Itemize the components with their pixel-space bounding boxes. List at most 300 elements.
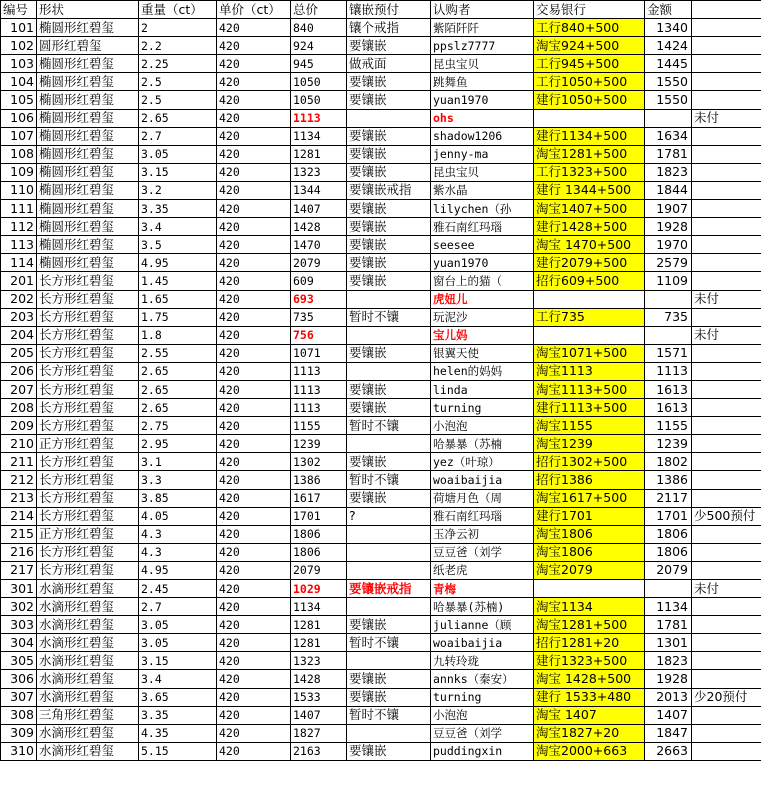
cell-amount: 2117 [645, 489, 692, 507]
cell-mount [347, 652, 431, 670]
cell-total: 1407 [291, 706, 347, 724]
cell-total: 1071 [291, 344, 347, 362]
cell-total: 1113 [291, 399, 347, 417]
cell-buyer: 九转玲珑 [431, 652, 534, 670]
cell-amount: 1134 [645, 598, 692, 616]
cell-bank: 招行1386 [534, 471, 645, 489]
table-row [1, 634, 761, 652]
table-row [1, 272, 761, 290]
cell-weight: 2.65 [139, 109, 217, 127]
cell-shape: 长方形红碧玺 [37, 417, 139, 435]
cell-shape: 长方形红碧玺 [37, 543, 139, 561]
cell-buyer: julianne（顾 [431, 616, 534, 634]
cell-bank: 淘宝924+500 [534, 37, 645, 55]
cell-id: 202 [1, 290, 37, 308]
cell-weight: 2 [139, 19, 217, 37]
cell-weight: 1.8 [139, 326, 217, 344]
cell-shape: 水滴形红碧玺 [37, 724, 139, 742]
table-row [1, 55, 761, 73]
cell-price: 420 [217, 362, 291, 380]
cell-buyer: 荷塘月色（周 [431, 489, 534, 507]
cell-price: 420 [217, 598, 291, 616]
cell-buyer: turning [431, 688, 534, 706]
table-row [1, 163, 761, 181]
cell-price: 420 [217, 435, 291, 453]
cell-id: 215 [1, 525, 37, 543]
cell-total: 840 [291, 19, 347, 37]
cell-id: 207 [1, 380, 37, 398]
cell-amount: 1386 [645, 471, 692, 489]
cell-price: 420 [217, 724, 291, 742]
cell-price: 420 [217, 652, 291, 670]
cell-weight: 1.45 [139, 272, 217, 290]
header-cell-buyer: 认购者 [431, 1, 534, 19]
cell-note: 未付 [692, 580, 761, 598]
cell-buyer: 玩泥沙 [431, 308, 534, 326]
cell-id: 217 [1, 561, 37, 579]
cell-mount: 要镶嵌 [347, 399, 431, 417]
cell-buyer: 玉净云初 [431, 525, 534, 543]
cell-mount: 暂时不镶 [347, 706, 431, 724]
cell-bank: 招行609+500 [534, 272, 645, 290]
cell-total: 1827 [291, 724, 347, 742]
cell-bank: 淘宝1134 [534, 598, 645, 616]
header-cell-weight: 重量（ct） [139, 1, 217, 19]
cell-buyer: 小泡泡 [431, 706, 534, 724]
cell-total: 609 [291, 272, 347, 290]
cell-bank: 淘宝2000+663 [534, 742, 645, 760]
cell-total: 693 [291, 290, 347, 308]
cell-total: 945 [291, 55, 347, 73]
cell-weight: 3.3 [139, 471, 217, 489]
cell-price: 420 [217, 561, 291, 579]
cell-note [692, 73, 761, 91]
cell-price: 420 [217, 254, 291, 272]
cell-amount: 1823 [645, 652, 692, 670]
cell-shape: 椭圆形红碧玺 [37, 91, 139, 109]
cell-id: 111 [1, 200, 37, 218]
table-row [1, 19, 761, 37]
cell-total: 1344 [291, 181, 347, 199]
cell-id: 212 [1, 471, 37, 489]
cell-mount: 要镶嵌戒指 [347, 181, 431, 199]
cell-weight: 2.7 [139, 127, 217, 145]
cell-shape: 椭圆形红碧玺 [37, 200, 139, 218]
table-row [1, 525, 761, 543]
table-row [1, 580, 761, 598]
cell-price: 420 [217, 236, 291, 254]
header-cell-mount: 镶嵌预付 [347, 1, 431, 19]
cell-amount: 1928 [645, 670, 692, 688]
header-cell-price: 单价（ct） [217, 1, 291, 19]
table-row [1, 724, 761, 742]
cell-shape: 椭圆形红碧玺 [37, 254, 139, 272]
cell-shape: 水滴形红碧玺 [37, 580, 139, 598]
cell-weight: 4.35 [139, 724, 217, 742]
cell-buyer: linda [431, 380, 534, 398]
cell-total: 756 [291, 326, 347, 344]
cell-amount: 2663 [645, 742, 692, 760]
cell-buyer: 小泡泡 [431, 417, 534, 435]
cell-weight: 3.05 [139, 634, 217, 652]
cell-amount [645, 290, 692, 308]
cell-shape: 椭圆形红碧玺 [37, 145, 139, 163]
cell-total: 1134 [291, 127, 347, 145]
cell-mount: 要镶嵌 [347, 616, 431, 634]
cell-mount: 要镶嵌 [347, 236, 431, 254]
cell-id: 302 [1, 598, 37, 616]
cell-price: 420 [217, 272, 291, 290]
cell-id: 108 [1, 145, 37, 163]
cell-bank: 工行1323+500 [534, 163, 645, 181]
cell-total: 2079 [291, 254, 347, 272]
cell-id: 101 [1, 19, 37, 37]
cell-note [692, 399, 761, 417]
cell-buyer: turning [431, 399, 534, 417]
cell-total: 735 [291, 308, 347, 326]
cell-weight: 2.5 [139, 73, 217, 91]
cell-mount: 要镶嵌 [347, 688, 431, 706]
cell-shape: 长方形红碧玺 [37, 561, 139, 579]
cell-price: 420 [217, 417, 291, 435]
cell-bank: 淘宝2079 [534, 561, 645, 579]
cell-weight: 3.65 [139, 688, 217, 706]
cell-buyer: 哈暴暴(苏楠) [431, 598, 534, 616]
cell-id: 114 [1, 254, 37, 272]
cell-mount: 要镶嵌 [347, 272, 431, 290]
cell-weight: 4.3 [139, 543, 217, 561]
cell-price: 420 [217, 634, 291, 652]
cell-buyer: 雅石南红玛瑙 [431, 218, 534, 236]
cell-shape: 长方形红碧玺 [37, 290, 139, 308]
cell-price: 420 [217, 37, 291, 55]
cell-id: 214 [1, 507, 37, 525]
cell-bank: 淘宝1281+500 [534, 616, 645, 634]
cell-amount: 1802 [645, 453, 692, 471]
cell-amount: 1701 [645, 507, 692, 525]
table-row [1, 37, 761, 55]
cell-buyer: jenny-ma [431, 145, 534, 163]
cell-amount: 1907 [645, 200, 692, 218]
cell-amount: 1806 [645, 543, 692, 561]
header-cell-shape: 形状 [37, 1, 139, 19]
cell-mount: 要镶嵌 [347, 380, 431, 398]
cell-weight: 3.5 [139, 236, 217, 254]
cell-total: 1428 [291, 670, 347, 688]
cell-bank: 招行1281+20 [534, 634, 645, 652]
cell-note [692, 453, 761, 471]
cell-bank [534, 290, 645, 308]
cell-buyer: yuan1970 [431, 254, 534, 272]
cell-mount: 要镶嵌 [347, 145, 431, 163]
cell-price: 420 [217, 742, 291, 760]
cell-note: 未付 [692, 326, 761, 344]
cell-buyer: 雅石南红玛瑙 [431, 507, 534, 525]
table-row [1, 598, 761, 616]
cell-amount: 2013 [645, 688, 692, 706]
cell-note [692, 616, 761, 634]
cell-bank: 淘宝1827+20 [534, 724, 645, 742]
cell-total: 1134 [291, 598, 347, 616]
cell-mount: 要镶嵌 [347, 254, 431, 272]
cell-total: 1029 [291, 580, 347, 598]
cell-bank: 建行2079+500 [534, 254, 645, 272]
table-row [1, 290, 761, 308]
cell-note [692, 435, 761, 453]
cell-note [692, 634, 761, 652]
cell-weight: 2.55 [139, 344, 217, 362]
cell-amount: 1301 [645, 634, 692, 652]
cell-mount [347, 561, 431, 579]
cell-buyer: ppslz7777 [431, 37, 534, 55]
cell-note [692, 200, 761, 218]
cell-shape: 长方形红碧玺 [37, 399, 139, 417]
cell-price: 420 [217, 471, 291, 489]
cell-id: 203 [1, 308, 37, 326]
cell-note [692, 742, 761, 760]
cell-buyer: yez（叶琼） [431, 453, 534, 471]
cell-id: 106 [1, 109, 37, 127]
cell-price: 420 [217, 218, 291, 236]
cell-weight: 3.35 [139, 200, 217, 218]
cell-amount: 1844 [645, 181, 692, 199]
table-row [1, 507, 761, 525]
table-row [1, 399, 761, 417]
cell-bank: 淘宝 1407 [534, 706, 645, 724]
cell-buyer: shadow1206 [431, 127, 534, 145]
table-row [1, 109, 761, 127]
cell-shape: 椭圆形红碧玺 [37, 55, 139, 73]
cell-amount: 2579 [645, 254, 692, 272]
cell-note [692, 525, 761, 543]
cell-weight: 3.1 [139, 453, 217, 471]
cell-id: 216 [1, 543, 37, 561]
cell-bank: 建行1428+500 [534, 218, 645, 236]
cell-amount: 1155 [645, 417, 692, 435]
header-cell-bank: 交易银行 [534, 1, 645, 19]
cell-price: 420 [217, 127, 291, 145]
cell-bank: 招行1302+500 [534, 453, 645, 471]
cell-weight: 2.7 [139, 598, 217, 616]
cell-total: 1050 [291, 73, 347, 91]
cell-shape: 长方形红碧玺 [37, 362, 139, 380]
cell-amount: 1445 [645, 55, 692, 73]
cell-buyer: 青梅 [431, 580, 534, 598]
cell-bank: 淘宝1806 [534, 525, 645, 543]
cell-amount: 1781 [645, 616, 692, 634]
cell-weight: 2.5 [139, 91, 217, 109]
cell-id: 213 [1, 489, 37, 507]
cell-mount: 要镶嵌戒指 [347, 580, 431, 598]
cell-mount: 要镶嵌 [347, 127, 431, 145]
cell-id: 304 [1, 634, 37, 652]
cell-shape: 水滴形红碧玺 [37, 670, 139, 688]
cell-mount [347, 435, 431, 453]
table-row [1, 616, 761, 634]
cell-id: 306 [1, 670, 37, 688]
cell-note [692, 218, 761, 236]
cell-id: 201 [1, 272, 37, 290]
cell-mount: 要镶嵌 [347, 218, 431, 236]
cell-shape: 椭圆形红碧玺 [37, 163, 139, 181]
cell-buyer: 虎妞儿 [431, 290, 534, 308]
cell-shape: 长方形红碧玺 [37, 344, 139, 362]
cell-price: 420 [217, 706, 291, 724]
cell-price: 420 [217, 55, 291, 73]
cell-id: 309 [1, 724, 37, 742]
cell-buyer: 昆虫宝贝 [431, 55, 534, 73]
cell-price: 420 [217, 580, 291, 598]
cell-shape: 椭圆形红碧玺 [37, 218, 139, 236]
cell-shape: 椭圆形红碧玺 [37, 73, 139, 91]
table-row [1, 254, 761, 272]
cell-buyer: lilychen（孙 [431, 200, 534, 218]
cell-price: 420 [217, 181, 291, 199]
cell-buyer: 昆虫宝贝 [431, 163, 534, 181]
cell-total: 2163 [291, 742, 347, 760]
cell-id: 107 [1, 127, 37, 145]
cell-id: 103 [1, 55, 37, 73]
cell-mount: 要镶嵌 [347, 453, 431, 471]
cell-total: 1113 [291, 109, 347, 127]
table-row [1, 200, 761, 218]
cell-price: 420 [217, 616, 291, 634]
cell-mount: 要镶嵌 [347, 742, 431, 760]
cell-mount: 暂时不镶 [347, 308, 431, 326]
cell-weight: 3.35 [139, 706, 217, 724]
cell-note [692, 598, 761, 616]
cell-total: 2079 [291, 561, 347, 579]
cell-total: 1113 [291, 380, 347, 398]
cell-shape: 水滴形红碧玺 [37, 742, 139, 760]
cell-bank: 淘宝1617+500 [534, 489, 645, 507]
cell-shape: 水滴形红碧玺 [37, 688, 139, 706]
cell-buyer: 豆豆爸（刘学 [431, 543, 534, 561]
cell-note [692, 380, 761, 398]
cell-shape: 长方形红碧玺 [37, 272, 139, 290]
cell-bank: 建行 1344+500 [534, 181, 645, 199]
cell-note [692, 652, 761, 670]
table-row [1, 652, 761, 670]
cell-id: 109 [1, 163, 37, 181]
cell-note [692, 362, 761, 380]
cell-bank: 建行1134+500 [534, 127, 645, 145]
cell-amount: 1613 [645, 380, 692, 398]
cell-price: 420 [217, 308, 291, 326]
table-row [1, 91, 761, 109]
cell-shape: 长方形红碧玺 [37, 489, 139, 507]
cell-amount: 1109 [645, 272, 692, 290]
cell-shape: 水滴形红碧玺 [37, 598, 139, 616]
cell-note [692, 489, 761, 507]
cell-weight: 3.05 [139, 616, 217, 634]
cell-weight: 3.4 [139, 670, 217, 688]
cell-price: 420 [217, 399, 291, 417]
cell-bank: 淘宝1155 [534, 417, 645, 435]
cell-note [692, 91, 761, 109]
cell-note [692, 272, 761, 290]
cell-amount: 1340 [645, 19, 692, 37]
cell-shape: 水滴形红碧玺 [37, 616, 139, 634]
cell-total: 1407 [291, 200, 347, 218]
table-row [1, 561, 761, 579]
cell-bank [534, 109, 645, 127]
cell-price: 420 [217, 163, 291, 181]
cell-amount [645, 580, 692, 598]
cell-mount: 要镶嵌 [347, 670, 431, 688]
cell-bank: 淘宝 1470+500 [534, 236, 645, 254]
cell-note [692, 236, 761, 254]
cell-amount: 1550 [645, 91, 692, 109]
cell-price: 420 [217, 344, 291, 362]
cell-total: 1155 [291, 417, 347, 435]
cell-total: 1617 [291, 489, 347, 507]
cell-bank: 淘宝1806 [534, 543, 645, 561]
cell-weight: 1.65 [139, 290, 217, 308]
cell-shape: 长方形红碧玺 [37, 326, 139, 344]
cell-shape: 椭圆形红碧玺 [37, 236, 139, 254]
cell-buyer: puddingxin [431, 742, 534, 760]
cell-weight: 3.85 [139, 489, 217, 507]
cell-total: 1533 [291, 688, 347, 706]
cell-note [692, 471, 761, 489]
table-row [1, 489, 761, 507]
cell-id: 110 [1, 181, 37, 199]
cell-weight: 3.2 [139, 181, 217, 199]
table-row [1, 543, 761, 561]
cell-note [692, 706, 761, 724]
cell-amount: 1970 [645, 236, 692, 254]
cell-mount: 要镶嵌 [347, 163, 431, 181]
table-row [1, 344, 761, 362]
cell-total: 1323 [291, 163, 347, 181]
cell-shape: 长方形红碧玺 [37, 380, 139, 398]
cell-amount: 735 [645, 308, 692, 326]
cell-shape: 三角形红碧玺 [37, 706, 139, 724]
cell-buyer: woaibaijia [431, 634, 534, 652]
cell-bank: 建行1323+500 [534, 652, 645, 670]
cell-buyer: ohs [431, 109, 534, 127]
cell-amount: 1613 [645, 399, 692, 417]
cell-amount: 1571 [645, 344, 692, 362]
cell-id: 209 [1, 417, 37, 435]
cell-buyer: 窗台上的猫（ [431, 272, 534, 290]
cell-buyer: annks（秦安） [431, 670, 534, 688]
cell-price: 420 [217, 19, 291, 37]
cell-bank: 淘宝1113 [534, 362, 645, 380]
cell-id: 205 [1, 344, 37, 362]
cell-price: 420 [217, 525, 291, 543]
cell-note: 未付 [692, 290, 761, 308]
table-row [1, 453, 761, 471]
table-row [1, 706, 761, 724]
header-cell-id: 编号 [1, 1, 37, 19]
cell-bank: 工行1050+500 [534, 73, 645, 91]
table-row [1, 417, 761, 435]
cell-shape: 椭圆形红碧玺 [37, 127, 139, 145]
cell-mount: 暂时不镶 [347, 471, 431, 489]
cell-bank: 淘宝1407+500 [534, 200, 645, 218]
cell-mount [347, 598, 431, 616]
cell-mount: 做戒面 [347, 55, 431, 73]
cell-mount [347, 543, 431, 561]
cell-weight: 5.15 [139, 742, 217, 760]
cell-amount [645, 109, 692, 127]
cell-mount: 要镶嵌 [347, 73, 431, 91]
cell-price: 420 [217, 670, 291, 688]
cell-mount [347, 525, 431, 543]
cell-buyer: 跳舞鱼 [431, 73, 534, 91]
